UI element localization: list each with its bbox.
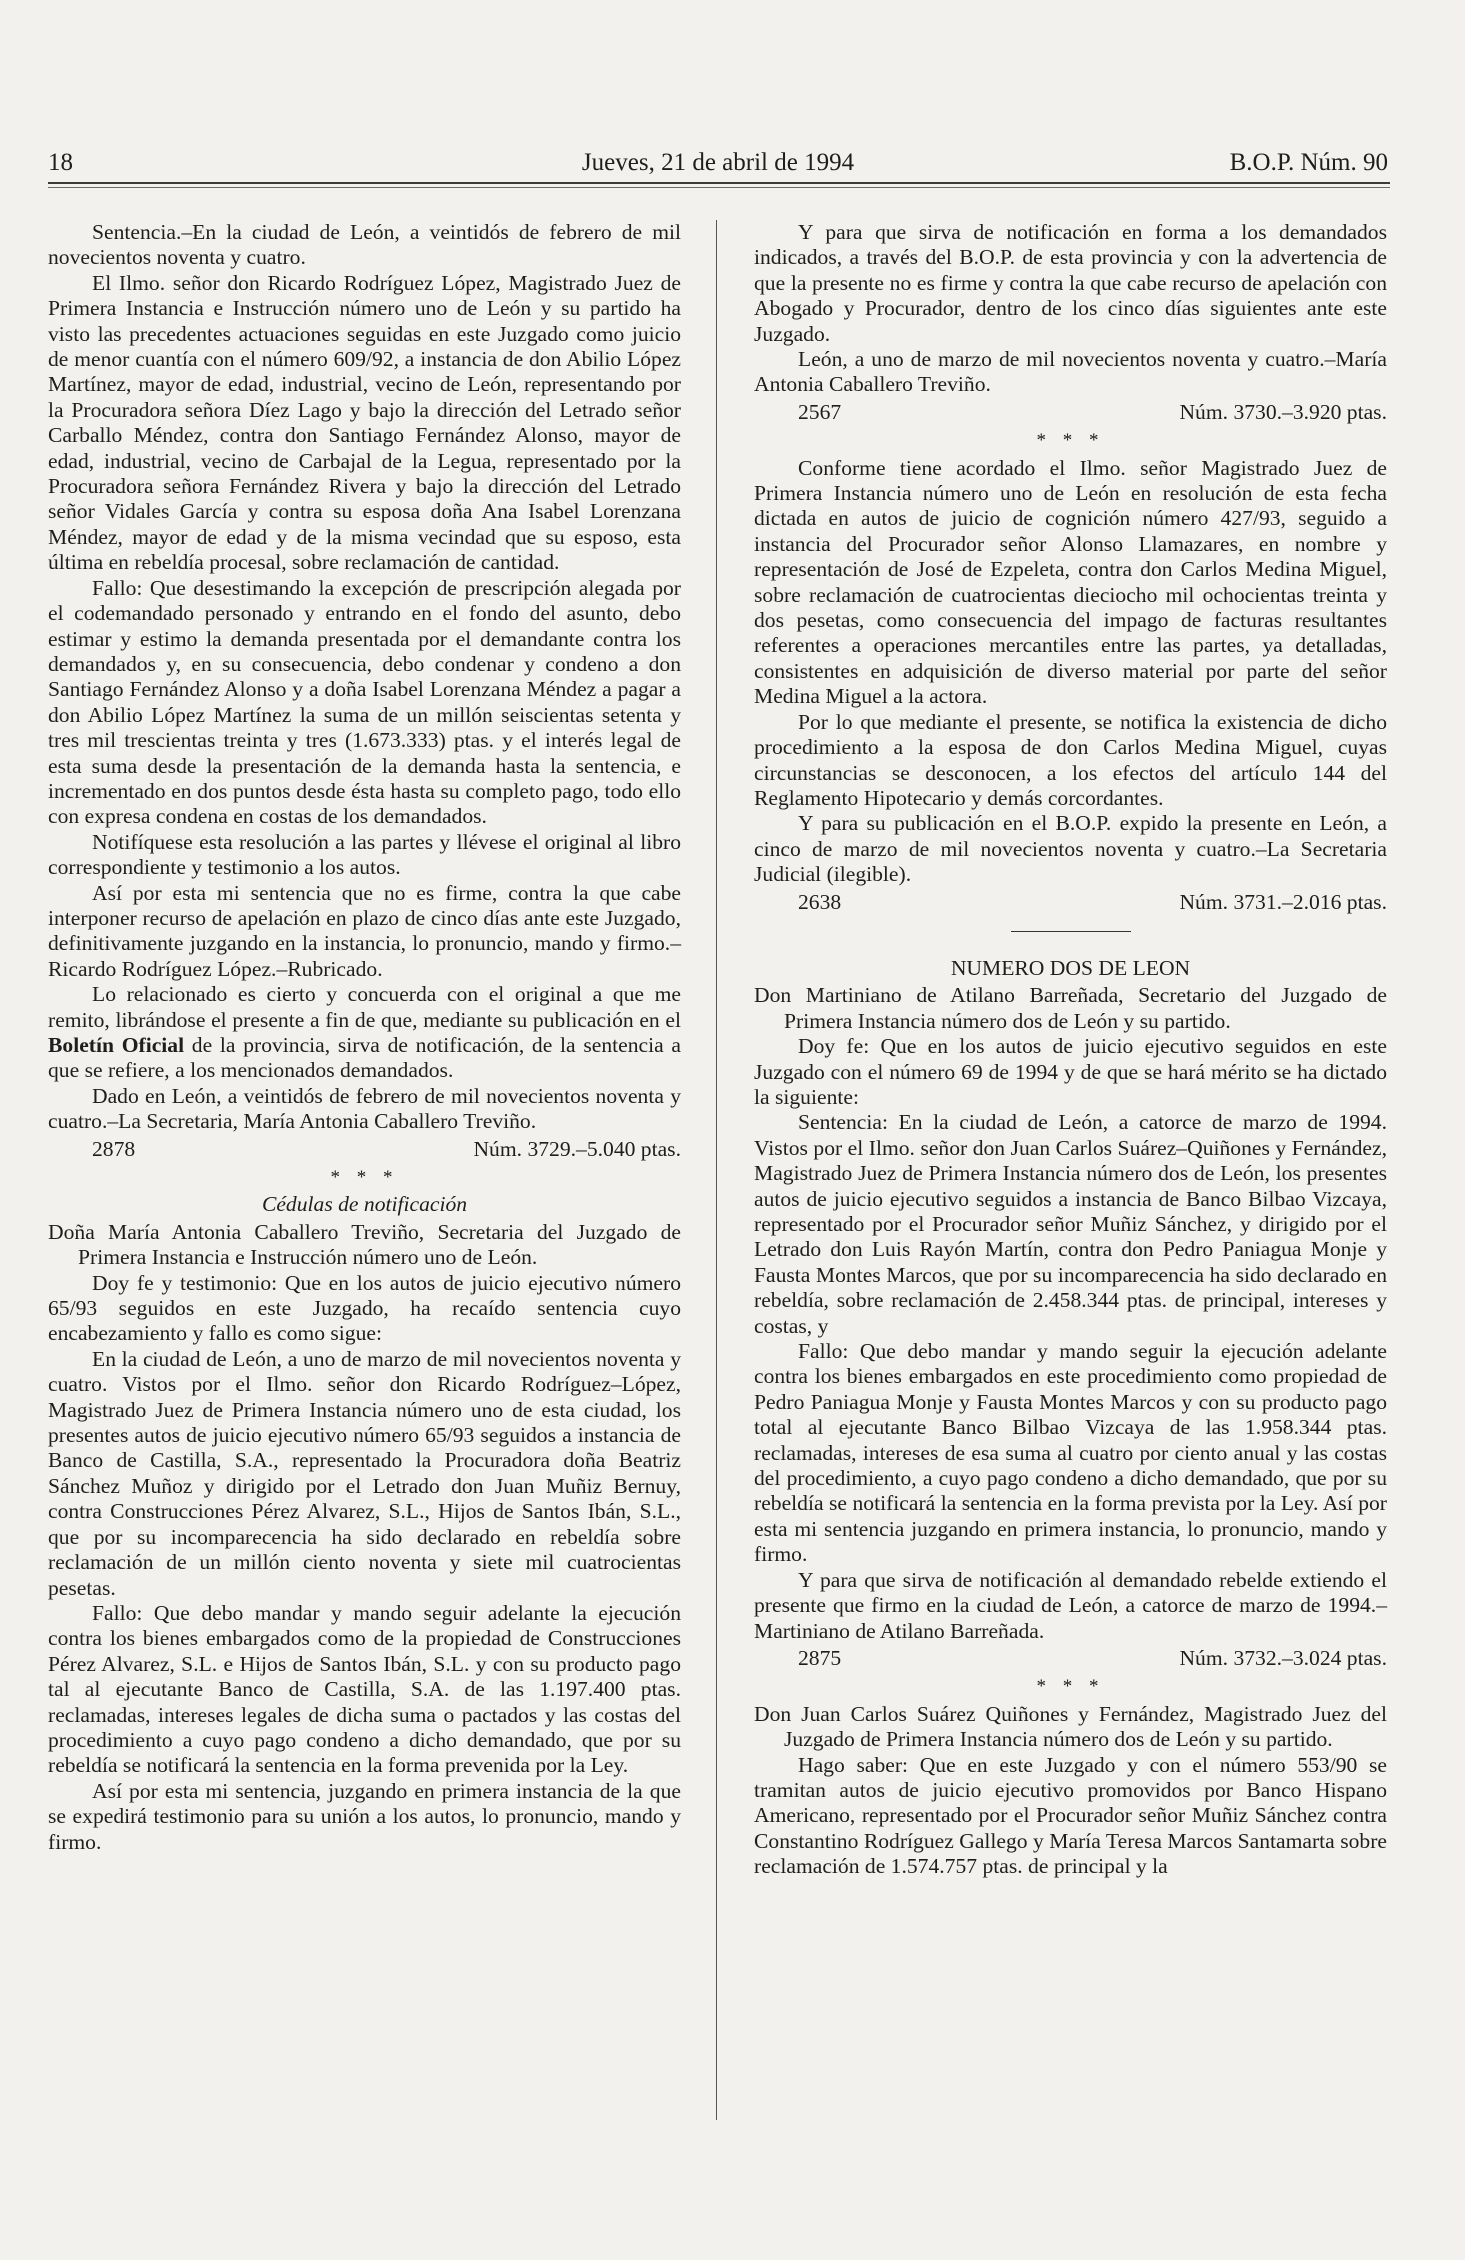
column-divider (716, 220, 717, 2120)
paragraph: Fallo: Que debo mandar y mando seguir la ejecución adelante contra los bienes embargados en este procedimiento como propiedad de Pedro Paniagua Monje y Fausta Montes Marcos y con su producto pago total al ejecutante Banco Bilbao Vizcaya de las 1.958.344 ptas. reclamadas, intereses de esa suma al cuatro por ciento anual y las costas del procedimiento, a cuyo pago condeno a dicho demandado, que por su rebeldía se notificará la sentencia en la forma prevista por la Ley. Así por esta mi sentencia juzgando en primera instancia, lo pronuncio, mando y firmo. (754, 1339, 1387, 1567)
reference-number: 2878 (92, 1136, 136, 1161)
paragraph: Fallo: Que debo mandar y mando seguir adelante la ejecución contra los bienes embargados como de la propiedad de Construcciones Pérez Alvarez, S.L. e Hijos de Santos Ibán, S.L. y con su producto pago tal al ejecutante Banco de Castilla, S.A. de las 1.197.400 ptas. reclamadas, intereses legales de dicha suma o pactados y las costas del procedimiento a cuyo pago condeno a dicho demandado, que por su rebeldía se notificará la sentencia en la forma prevenida por la Ley. (48, 1600, 681, 1778)
section-title: NUMERO DOS DE LEON (950, 955, 1191, 980)
paragraph: Notifíquese esta resolución a las partes y llévese el original al libro correspondiente y testimonio a los autos. (48, 829, 681, 880)
paragraph: Fallo: Que desestimando la excepción de prescripción alegada por el codemandado personado y entrando en el fondo del asunto, debo estimar y estimo la demanda presentada por el demandante contra los demandados y, en su consecuencia, debo condenar y condeno a don Santiago Fernández Alonso y a doña Isabel Lorenzana Méndez a pagar a don Abilio López Martínez la suma de un millón seiscientas setenta y tres mil trescientas treinta y tres (1.673.333) ptas. y el interés legal de esta suma desde la presentación de la demanda hasta la sentencia, e incrementado en dos puntos desde ésta hasta su completo pago, todo ello con expresa condena en costas de los demandados. (48, 575, 681, 829)
header-rule (48, 182, 1390, 184)
paragraph: Doy fe y testimonio: Que en los autos de juicio ejecutivo número 65/93 seguidos en este Juzgado, ha recaído sentencia cuyo encabezamiento y fallo es como sigue: (48, 1270, 681, 1346)
paragraph: Don Juan Carlos Suárez Quiñones y Fernández, Magistrado Juez del Juzgado de Primera Instancia número dos de León y su partido. (754, 1701, 1387, 1752)
bold-text: Boletín Oficial (48, 1033, 185, 1057)
right-column (754, 220, 1387, 1880)
paragraph: Doña María Antonia Caballero Treviño, Secretaria del Juzgado de Primera Instancia e Instrucción número uno de León. (48, 1219, 681, 1270)
text: de la provincia, sirva de notificación, de la sentencia a que se refiere, a los mencionados demandados. (48, 1033, 681, 1083)
reference-line (754, 1646, 1387, 1671)
paragraph: Don Martiniano de Atilano Barreñada, Secretario del Juzgado de Primera Instancia número dos de León y su partido. (754, 983, 1387, 1033)
page-number: 18 (48, 149, 73, 176)
paragraph: Doy fe: Que en los autos de juicio ejecutivo seguidos en este Juzgado con el número 69 de 1994 y de que se hará mérito se ha dictado la siguiente: (754, 1034, 1387, 1109)
reference-code: Núm. 3732.–3.024 ptas. (1179, 1645, 1387, 1670)
separator-stars: * * * (330, 1167, 399, 1189)
separator-stars: * * * (1036, 1676, 1105, 1698)
paragraph: León, a uno de marzo de mil novecientos noventa y cuatro.–María Antonia Caballero Treviño. (754, 347, 1387, 397)
reference-number: 2638 (798, 889, 842, 914)
paragraph: Dado en León, a veintidós de febrero de mil novecientos noventa y cuatro.–La Secretaria, María Antonia Caballero Treviño. (48, 1083, 681, 1134)
paragraph (48, 982, 681, 1084)
paragraph: Sentencia.–En la ciudad de León, a veintidós de febrero de mil novecientos noventa y cuatro. (48, 220, 681, 270)
reference-line (754, 890, 1387, 915)
paragraph: Y para que sirva de notificación en forma a los demandados indicados, a través del B.O.P. de esta provincia y con la advertencia de que la presente no es firme y contra la que cabe recurso de apelación con Abogado y Procurador, dentro de los cinco días siguientes ante este Juzgado. (754, 220, 1387, 346)
paragraph: Sentencia: En la ciudad de León, a catorce de marzo de 1994. Vistos por el Ilmo. señor don Juan Carlos Suárez–Quiñones y Fernández, Magistrado Juez de Primera Instancia número dos de León, los presentes autos de juicio ejecutivo seguidos a instancia de Banco Bilbao Vizcaya, representado por el Procurador señor Muñiz Sánchez, y dirigido por el Letrado don Luis Rayón Martín, contra don Pedro Paniagua Monje y Fausta Montes Marcos, que por su incomparecencia ha sido declarado en rebeldía, sobre reclamación de 2.458.344 ptas. de principal, intereses y costas, y (754, 1110, 1387, 1338)
paragraph: Por lo que mediante el presente, se notifica la existencia de dicho procedimiento a la esposa de don Carlos Medina Miguel, cuyas circunstancias se desconocen, a los efectos del artículo 144 del Reglamento Hipotecario y demás corcordantes. (754, 709, 1387, 810)
paragraph: Así por esta mi sentencia que no es firme, contra la que cabe interponer recurso de apelación en plazo de cinco días ante este Juzgado, definitivamente juzgando en la instancia, lo pronuncio, mando y firmo.–Ricardo Rodríguez López.–Rubricado. (48, 880, 681, 981)
issue-number: B.O.P. Núm. 90 (1229, 149, 1388, 176)
page-header (48, 146, 1388, 180)
separator-stars: * * * (1036, 430, 1105, 452)
paragraph: Conforme tiene acordado el Ilmo. señor Magistrado Juez de Primera Instancia número uno de León en resolución de esta fecha dictada en autos de juicio de cognición número 427/93, seguido a instancia del Procurador señor Alonso Llamazares, en nombre y representación de José de Ezpeleta, contra don Carlos Medina Miguel, sobre reclamación de cuatrocientas dieciocho mil ochocientas treinta y dos pesetas, como consecuencia del impago de facturas resultantes referentes a operaciones mercantiles entre las partes, ya detalladas, consistentes en adquisición de diverso material por parte del señor Medina Miguel a la actora. (754, 455, 1387, 709)
reference-code: Núm. 3730.–3.920 ptas. (1179, 399, 1387, 424)
section-divider (1011, 931, 1131, 932)
left-column (48, 220, 681, 1855)
paragraph: Y para que sirva de notificación al demandado rebelde extiendo el presente que firmo en la ciudad de León, a catorce de marzo de 1994.–Martiniano de Atilano Barreñada. (754, 1567, 1387, 1643)
reference-number: 2567 (798, 399, 842, 424)
section-title: Cédulas de notificación (261, 1192, 468, 1217)
text: Lo relacionado es cierto y concuerda con el original a que me remito, librándose el presente a fin de que, mediante su publicación en el (48, 982, 681, 1032)
issue-date: Jueves, 21 de abril de 1994 (581, 149, 855, 176)
reference-code: Núm. 3731.–2.016 ptas. (1179, 889, 1387, 914)
reference-number: 2875 (798, 1645, 842, 1670)
paragraph: Y para su publicación en el B.O.P. expido la presente en León, a cinco de marzo de mil novecientos noventa y cuatro.–La Secretaria Judicial (ilegible). (754, 811, 1387, 887)
reference-line (48, 1137, 681, 1162)
paragraph: Hago saber: Que en este Juzgado y con el número 553/90 se tramitan autos de juicio ejecutivo promovidos por Banco Hispano Americano, representado por el Procurador señor Muñiz Sánchez contra Constantino Rodríguez Gallego y María Teresa Marcos Santamarta sobre reclamación de 1.574.757 ptas. de principal y la (754, 1752, 1387, 1879)
header-rule-thin (48, 187, 1390, 188)
paragraph: El Ilmo. señor don Ricardo Rodríguez López, Magistrado Juez de Primera Instancia e Instrucción número uno de León y su partido ha visto las precedentes actuaciones seguidas en este Juzgado como juicio de menor cuantía con el número 609/92, a instancia de don Abilio López Martínez, mayor de edad, industrial, vecino de León, representando por la Procuradora señora Díez Lago y bajo la dirección del Letrado señor Carballo Méndez, contra don Santiago Fernández Alonso, mayor de edad, industrial, vecino de Carbajal de la Legua, representado por la Procuradora señora Fernández Rivera y bajo la dirección del Letrado señor Vidales García y contra su esposa doña Ana Isabel Lorenzana Méndez, mayor de edad y de la misma vecindad que su esposo, esta última en rebeldía procesal, sobre reclamación de cantidad. (48, 270, 681, 575)
reference-line (754, 400, 1387, 425)
paragraph: Así por esta mi sentencia, juzgando en primera instancia de la que se expedirá testimonio para su unión a los autos, lo pronuncio, mando y firmo. (48, 1778, 681, 1854)
paragraph: En la ciudad de León, a uno de marzo de mil novecientos noventa y cuatro. Vistos por el Ilmo. señor don Ricardo Rodríguez–López, Magistrado Juez de Primera Instancia número uno de esta ciudad, los presentes autos de juicio ejecutivo número 65/93 seguidos a instancia de Banco de Castilla, S.A., representado la Procuradora doña Beatriz Sánchez Muñoz y dirigido por el Letrado don Juan Muñiz Bernuy, contra Construcciones Pérez Alvarez, S.L., Hijos de Santos Ibán, S.L., que por su incomparecencia ha sido declarado en rebeldía sobre reclamación de un millón ciento noventa y siete mil cuatrocientas pesetas. (48, 1346, 681, 1600)
reference-code: Núm. 3729.–5.040 ptas. (473, 1136, 681, 1161)
